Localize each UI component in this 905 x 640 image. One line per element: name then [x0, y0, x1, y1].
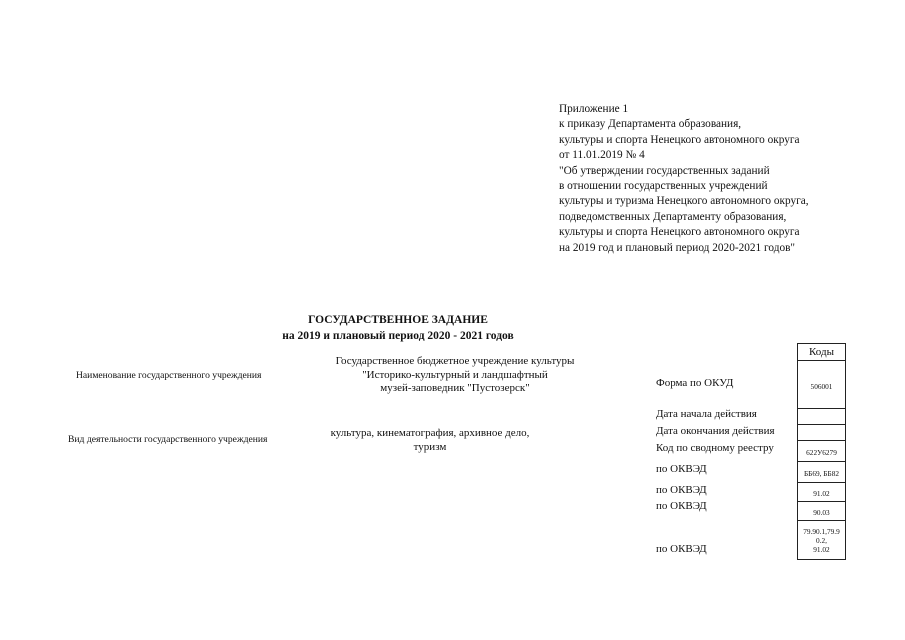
appendix-line: к приказу Департамента образования, [559, 118, 742, 131]
appendix-line: в отношении государственных учреждений [559, 180, 768, 193]
appendix-line: на 2019 год и плановый период 2020-2021 годов" [559, 241, 796, 254]
code-value-line: 79.90.1,79.9 [803, 526, 840, 536]
institution-value-line: музей-заповедник "Пустозерск" [380, 382, 530, 394]
institution-value-line: "Историко-культурный и ландшафтный [362, 368, 548, 381]
appendix-line: подведомственных Департаменту образования, [559, 210, 787, 223]
code-cell-okved [798, 483, 846, 502]
code-cell-end-date [798, 425, 846, 441]
code-label-registry: Код по сводному реестру [656, 442, 774, 454]
code-label-okud: Форма по ОКУД [656, 377, 734, 389]
code-cell-registry [798, 441, 846, 462]
appendix-line: "Об утверждении государственных заданий [559, 164, 770, 177]
code-value: 90.03 [813, 508, 830, 517]
document-title: ГОСУДАРСТВЕННОЕ ЗАДАНИЕ [308, 314, 488, 326]
appendix-line: культуры и спорта Ненецкого автономного округа [559, 226, 800, 239]
code-value-line: 91.02 [813, 544, 830, 554]
institution-value [300, 355, 610, 396]
codes-table [797, 343, 846, 560]
code-value: 622У6279 [806, 448, 837, 457]
code-cell-okud [798, 361, 846, 409]
code-label-okved: по ОКВЭД [656, 484, 707, 496]
activity-value [300, 427, 560, 454]
activity-value-line: культура, кинематография, архивное дело, [330, 427, 530, 439]
code-label-okved: по ОКВЭД [656, 543, 707, 555]
code-value: 91.02 [813, 489, 830, 498]
activity-value-line: туризм [413, 440, 447, 453]
appendix-line: культуры и спорта Ненецкого автономного округа [559, 133, 800, 146]
activity-label: Вид деятельности государственного учреждения [68, 434, 268, 445]
code-value: ББ69, ББ82 [803, 469, 839, 478]
institution-value-line: Государственное бюджетное учреждение культуры [335, 355, 575, 367]
code-cell-okved [798, 462, 846, 483]
code-cell-okved [798, 521, 846, 560]
appendix-block [559, 102, 809, 256]
code-label-okved: по ОКВЭД [656, 463, 707, 475]
appendix-line: культуры и туризма Ненецкого автономного округа, [559, 195, 809, 208]
appendix-line: от 11.01.2019 № 4 [559, 149, 645, 162]
document-subtitle: на 2019 и плановый период 2020 - 2021 годов [282, 330, 514, 342]
code-cell-okved [798, 502, 846, 521]
code-label-okved: по ОКВЭД [656, 500, 707, 512]
code-cell-start-date [798, 409, 846, 425]
code-label-start-date: Дата начала действия [656, 408, 757, 420]
code-value-line: 0.2, [816, 535, 827, 545]
institution-label: Наименование государственного учреждения [76, 370, 262, 381]
codes-header: Коды [798, 344, 846, 361]
code-label-end-date: Дата окончания действия [656, 425, 775, 437]
code-value: 506001 [810, 381, 833, 391]
appendix-line: Приложение 1 [559, 103, 629, 115]
